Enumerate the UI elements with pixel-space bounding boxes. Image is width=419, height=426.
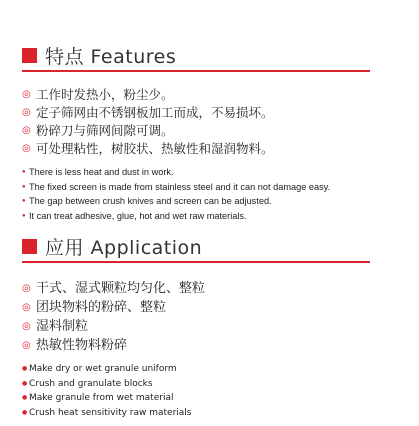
dot-bullet-icon: ●: [22, 365, 28, 372]
list-item: [22, 317, 370, 336]
feature-text-en: The gap between crush knives and screen can be adjusted.: [29, 196, 272, 206]
list-item: [22, 377, 370, 392]
dot-bullet-icon: ●: [22, 379, 28, 387]
dot-bullet-icon: ●: [22, 408, 28, 416]
list-item: [22, 209, 370, 224]
feature-text-cn: 定子筛网由不锈钢板加工而成，不易损坏。: [36, 105, 274, 120]
list-item: [22, 298, 370, 317]
list-item: [22, 336, 370, 355]
list-item: [22, 122, 370, 140]
dot-bullet-icon: ●: [22, 198, 26, 204]
dot-bullet-icon: ●: [22, 212, 26, 219]
features-section: [22, 42, 370, 223]
ring-bullet-icon: ◎: [22, 283, 31, 294]
feature-text-cn: 可处理粘性，树胶状、热敏性和湿润物料。: [36, 141, 274, 156]
dot-bullet-icon: ●: [22, 183, 26, 190]
list-item: [22, 194, 370, 209]
application-text-cn: 湿料制粒: [36, 319, 89, 334]
application-text-cn: 团块物料的粉碎、整粒: [36, 300, 167, 315]
feature-text-en: The fixed screen is made from stainless steel and it can not damage easy.: [29, 181, 331, 192]
application-text-cn: 干式、湿式颗粒均匀化、整粒: [36, 281, 206, 296]
features-list-english: [22, 165, 370, 223]
application-title: 应用 Application: [45, 236, 203, 259]
application-text-en: Crush and granulate blocks: [29, 378, 153, 389]
heading-square-marker: [22, 48, 37, 63]
feature-text-cn: 粉碎刀与筛网间隙可调。: [36, 123, 174, 138]
list-item: [22, 406, 370, 421]
features-heading: [22, 42, 370, 72]
feature-text-cn: 工作时发热小，粉尘少。: [36, 87, 174, 102]
application-list-english: [22, 362, 370, 420]
list-item: [22, 362, 370, 377]
heading-square-marker: [22, 239, 37, 254]
application-text-en: Make granule from wet material: [29, 393, 174, 403]
ring-bullet-icon: ◎: [22, 107, 31, 118]
list-item: [22, 279, 370, 298]
application-text-en: Crush heat sensitivity raw materials: [29, 407, 192, 418]
ring-bullet-icon: ◎: [22, 89, 31, 100]
ring-bullet-icon: ◎: [22, 125, 31, 136]
list-item: [22, 180, 370, 195]
application-heading: [22, 233, 370, 263]
application-text-cn: 热敏性物料粉碎: [36, 338, 128, 353]
ring-bullet-icon: ◎: [22, 340, 31, 351]
list-item: [22, 104, 370, 122]
application-section: [22, 233, 370, 420]
ring-bullet-icon: ◎: [22, 321, 31, 332]
feature-text-en: There is less heat and dust in work.: [29, 167, 174, 177]
application-text-en: Make dry or wet granule uniform: [29, 364, 177, 374]
list-item: [22, 391, 370, 406]
features-list-chinese: [22, 86, 370, 158]
list-item: [22, 165, 370, 180]
dot-bullet-icon: ●: [22, 169, 26, 175]
ring-bullet-icon: ◎: [22, 143, 31, 154]
features-title: 特点 Features: [45, 45, 177, 68]
list-item: [22, 86, 370, 104]
ring-bullet-icon: ◎: [22, 302, 31, 313]
feature-text-en: It can treat adhesive, glue, hot and wet raw materials.: [29, 210, 247, 221]
application-list-chinese: [22, 279, 370, 355]
list-item: [22, 140, 370, 158]
dot-bullet-icon: ●: [22, 394, 28, 401]
